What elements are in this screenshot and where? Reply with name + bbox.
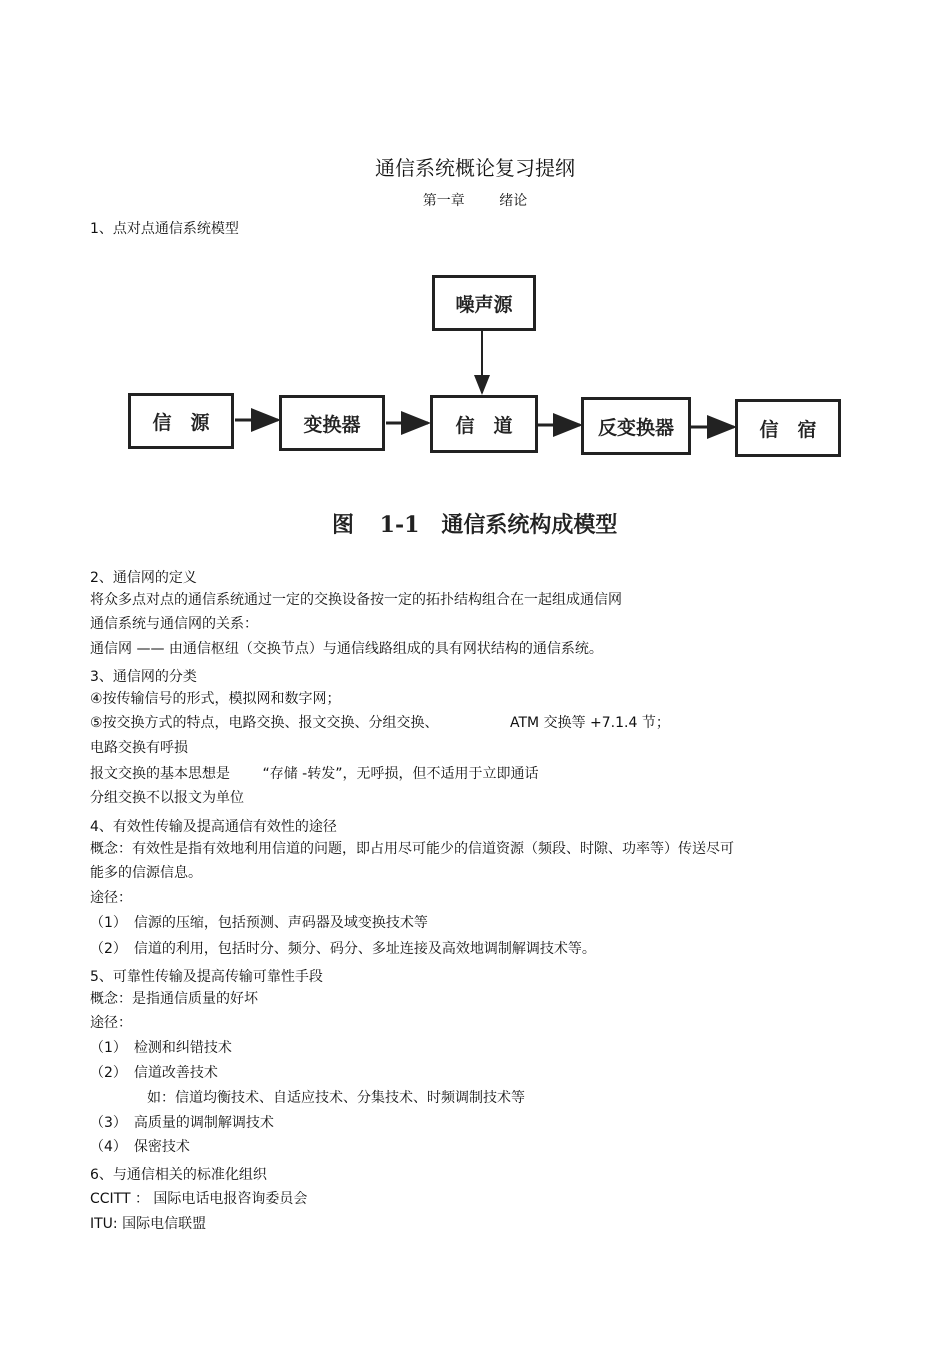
paragraph: 分组交换不以报文为单位 (90, 790, 244, 806)
section-2-heading: 2、通信网的定义 (90, 570, 197, 586)
paragraph: 能多的信源信息。 (90, 865, 202, 881)
paragraph: 概念：有效性是指有效地利用信道的问题，即占用尽可能少的信道资源（频段、时隙、功率等）传送尽可 (90, 841, 734, 857)
paragraph: ⑤按交换方式的特点，电路交换、报文交换、分组交换、 (90, 715, 439, 731)
section-6-heading: 6、与通信相关的标准化组织 (90, 1167, 267, 1183)
list-item: 如：信道均衡技术、自适应技术、分集技术、时频调制技术等 (147, 1090, 525, 1106)
transducer-box: 变换器 (279, 395, 385, 451)
communication-system-diagram (122, 265, 852, 545)
paragraph: 途径： (90, 1015, 132, 1031)
list-item: （4） 保密技术 (90, 1139, 190, 1155)
sink-box: 信 宿 (735, 399, 841, 457)
list-item: （1） 信源的压缩，包括预测、声码器及域变换技术等 (90, 915, 428, 931)
section-1-heading: 1、点对点通信系统模型 (90, 221, 239, 237)
list-item: （2） 信道改善技术 (90, 1065, 218, 1081)
paragraph: ATM 交换等 +7.1.4 节； (510, 715, 670, 731)
channel-box: 信 道 (430, 395, 538, 453)
list-item: （1） 检测和纠错技术 (90, 1040, 232, 1056)
list-item: （3） 高质量的调制解调技术 (90, 1115, 274, 1131)
paragraph: 概念：是指通信质量的好坏 (90, 991, 258, 1007)
paragraph: 报文交换的基本思想是 “存储 -转发”，无呼损，但不适用于立即通话 (90, 766, 539, 782)
section-3-heading: 3、通信网的分类 (90, 669, 197, 685)
paragraph: 通信系统与通信网的关系： (90, 616, 258, 632)
noise-source-box: 噪声源 (432, 275, 536, 331)
paragraph: CCITT ： 国际电话电报咨询委员会 (90, 1191, 308, 1207)
paragraph: ④按传输信号的形式，模拟网和数字网； (90, 691, 341, 707)
figure-caption: 图 1-1 通信系统构成模型 (332, 512, 618, 538)
list-item: （2） 信道的利用，包括时分、频分、码分、多址连接及高效地调制解调技术等。 (90, 941, 596, 957)
chapter-heading: 第一章 绪论 (422, 193, 528, 209)
section-5-heading: 5、可靠性传输及提高传输可靠性手段 (90, 969, 323, 985)
paragraph: 电路交换有呼损 (90, 740, 188, 756)
paragraph: 通信网 —— 由通信枢纽（交换节点）与通信线路组成的具有网状结构的通信系统。 (90, 641, 603, 657)
inverse-transducer-box: 反变换器 (581, 397, 691, 455)
document-title: 通信系统概论复习提纲 (375, 156, 575, 180)
paragraph: 途径： (90, 890, 132, 906)
section-4-heading: 4、有效性传输及提高通信有效性的途径 (90, 819, 337, 835)
source-box: 信 源 (128, 393, 234, 449)
paragraph: ITU: 国际电信联盟 (90, 1216, 207, 1232)
paragraph: 将众多点对点的通信系统通过一定的交换设备按一定的拓扑结构组合在一起组成通信网 (90, 592, 622, 608)
